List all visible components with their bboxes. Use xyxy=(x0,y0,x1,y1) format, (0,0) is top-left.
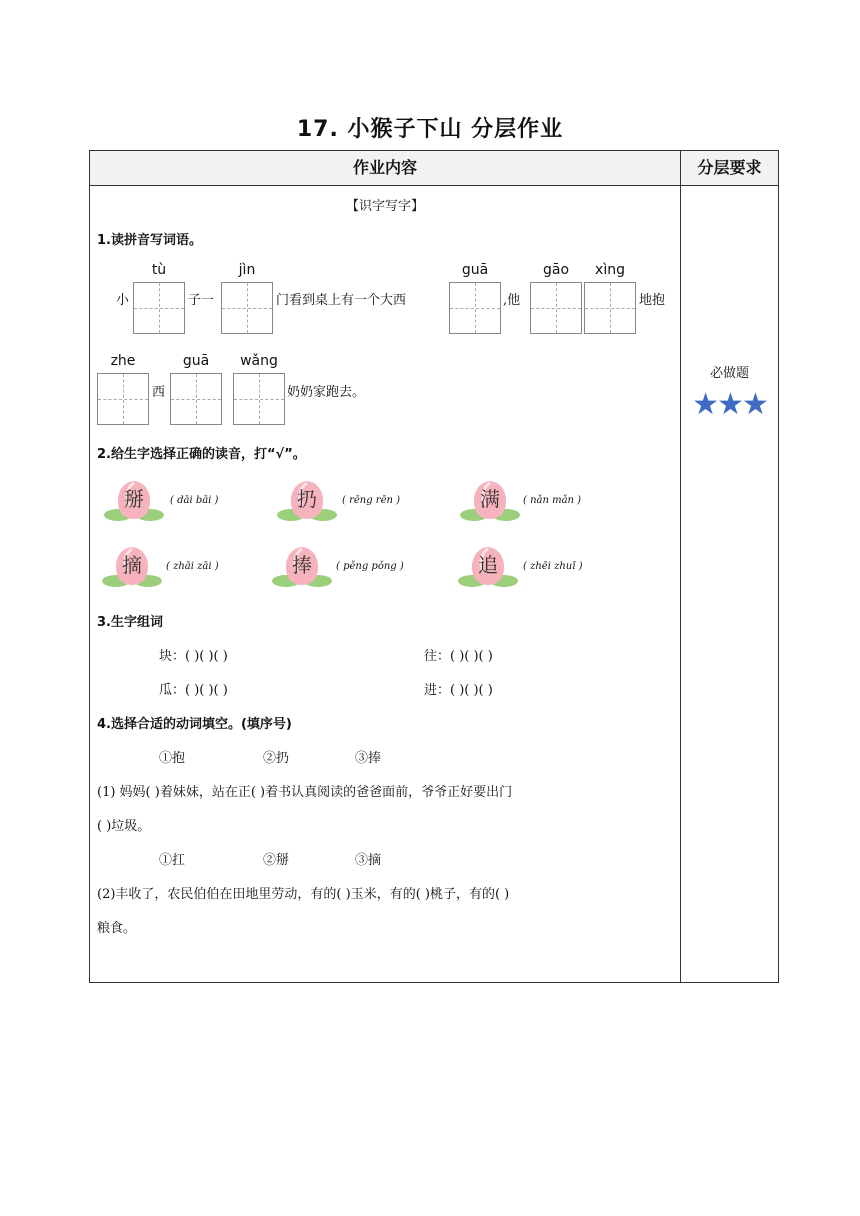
character: 扔 xyxy=(297,487,317,511)
option: ①抱 xyxy=(159,751,186,766)
writing-grid[interactable] xyxy=(97,373,149,425)
peach-icon xyxy=(459,477,521,525)
peach-icon xyxy=(276,477,338,525)
character: 捧 xyxy=(292,553,312,577)
option: ③捧 xyxy=(355,751,382,766)
table-header xyxy=(90,151,778,186)
character: 掰 xyxy=(124,487,144,511)
writing-grid[interactable] xyxy=(530,282,582,334)
writing-grid[interactable] xyxy=(221,282,273,334)
sentence[interactable]: ( )垃圾。 xyxy=(97,819,151,834)
option: ②扔 xyxy=(263,751,290,766)
pinyin-options[interactable]: ( dāi bāi ) xyxy=(170,495,219,506)
peach-icon xyxy=(101,543,163,591)
required-label: 必做题 xyxy=(709,366,749,381)
word-line[interactable]: 块：( )( )( ) xyxy=(159,649,228,664)
peach-icon xyxy=(457,543,519,591)
pinyin-options[interactable]: ( pěng pǒng ) xyxy=(336,561,404,572)
option: ③摘 xyxy=(355,853,382,868)
pinyin-options[interactable]: ( nǎn mǎn ) xyxy=(523,495,582,506)
option: ②掰 xyxy=(263,853,290,868)
peach-icon xyxy=(271,543,333,591)
star-rating: ★★★ xyxy=(692,387,767,422)
writing-grid[interactable] xyxy=(133,282,185,334)
pinyin: guā xyxy=(461,262,489,278)
q1-text: 门看到桌上有一个大西 xyxy=(276,293,407,308)
sentence[interactable]: 粮食。 xyxy=(97,921,137,936)
pinyin: xìng xyxy=(595,262,625,278)
writing-grid[interactable] xyxy=(233,373,285,425)
character: 满 xyxy=(480,487,500,511)
q3-title: 3.生字组词 xyxy=(97,615,163,630)
pinyin-options[interactable]: ( zhāi zāi ) xyxy=(166,561,219,572)
q1-text: 西 xyxy=(152,385,166,400)
peach-icon xyxy=(103,477,165,525)
pinyin: gāo xyxy=(542,262,570,278)
q4-title: 4.选择合适的动词填空。(填序号) xyxy=(97,717,292,732)
q1-text: 地抱 xyxy=(639,293,666,308)
header-level: 分层要求 xyxy=(697,158,762,177)
pinyin-options[interactable]: ( rēng rēn ) xyxy=(342,495,401,506)
writing-grid[interactable] xyxy=(449,282,501,334)
pinyin: wǎng xyxy=(240,353,278,369)
pinyin: tù xyxy=(151,262,167,278)
q1-text: 奶奶家跑去。 xyxy=(287,385,366,400)
q2-title: 2.给生字选择正确的读音，打“√”。 xyxy=(97,447,306,462)
word-line[interactable]: 瓜：( )( )( ) xyxy=(159,683,228,698)
word-line[interactable]: 进：( )( )( ) xyxy=(424,683,493,698)
header-content: 作业内容 xyxy=(352,158,417,177)
q1-text: 子一 xyxy=(188,293,215,308)
writing-grid[interactable] xyxy=(170,373,222,425)
q1-text: ,他 xyxy=(503,293,521,308)
homework-table xyxy=(89,150,779,983)
writing-grid[interactable] xyxy=(584,282,636,334)
q1-title: 1.读拼音写词语。 xyxy=(97,233,202,248)
pinyin-options[interactable]: ( zhēi zhuī ) xyxy=(523,561,583,572)
option: ①扛 xyxy=(159,853,186,868)
section-label: 【识字写字】 xyxy=(345,199,424,214)
column-divider xyxy=(680,151,681,982)
character: 摘 xyxy=(122,553,142,577)
sentence[interactable]: (1) 妈妈( )着妹妹，站在正( )着书认真阅读的爸爸面前，爷爷正好要出门 xyxy=(97,785,513,800)
pinyin: jìn xyxy=(238,262,256,278)
q1-text: 小 xyxy=(116,293,130,308)
character: 追 xyxy=(478,553,498,577)
pinyin: zhe xyxy=(110,353,136,369)
pinyin: guā xyxy=(182,353,210,369)
page-title: 17. 小猴子下山 分层作业 xyxy=(296,117,564,142)
sentence[interactable]: (2)丰收了，农民伯伯在田地里劳动，有的( )玉米，有的( )桃子，有的( ) xyxy=(97,887,510,902)
word-line[interactable]: 往：( )( )( ) xyxy=(424,649,493,664)
